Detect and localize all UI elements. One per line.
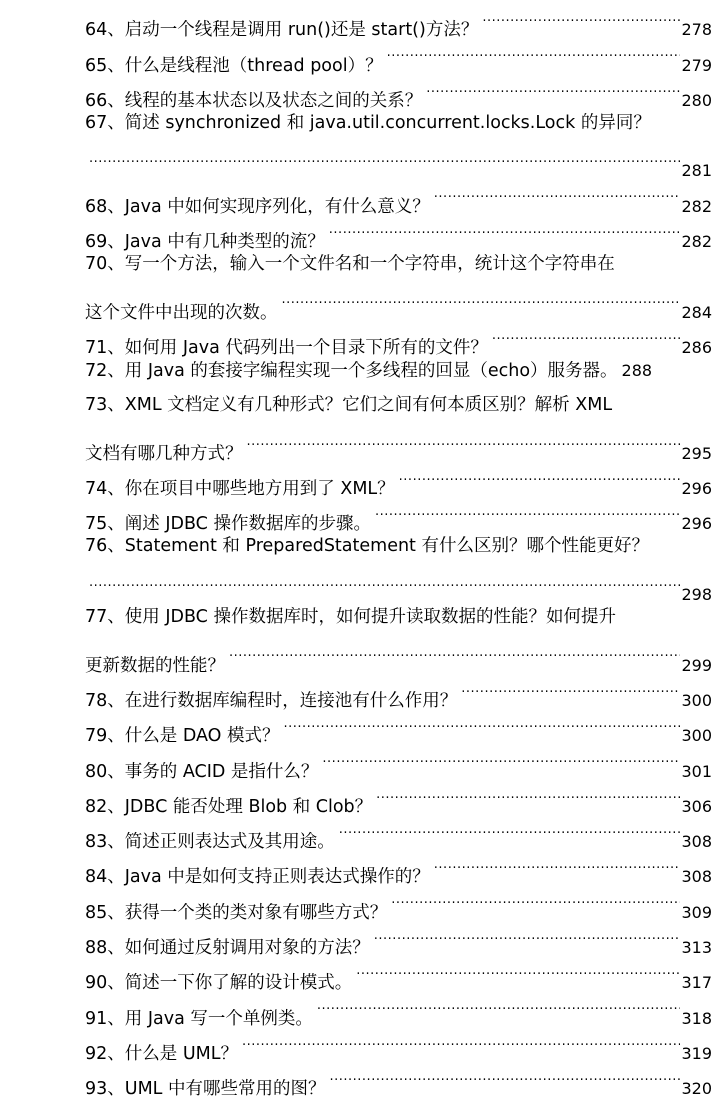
toc-entry-page: 282 [681,196,712,216]
toc-entry-title: 65、什么是线程池（thread pool）？ [85,55,383,76]
dot-leader [280,706,681,741]
dot-leader [326,1059,681,1094]
toc-entry[interactable] [85,353,712,388]
toc-entry-page: 295 [681,443,712,463]
toc-entry-title: 64、启动一个线程是调用 run()还是 start()方法？ [85,20,479,41]
toc-entry-page: 301 [681,761,712,781]
dot-leader [430,176,680,211]
dot-leader [225,635,680,670]
toc-entry[interactable] [85,600,712,676]
toc-entry-title-line2: 文档有哪几种方式？ [85,443,243,464]
dot-leader [478,0,680,35]
toc-entry-page: 284 [681,302,712,322]
toc-entry[interactable] [85,247,712,323]
toc-entry-title: 82、JDBC 能否处理 Blob 和 Clob？ [85,796,373,817]
dot-leader [238,1024,680,1059]
toc-entry-page: 308 [681,867,712,887]
dot-leader [387,882,680,917]
dot-leader [370,918,680,953]
toc-entry-page: 296 [681,514,712,534]
toc-entry-title: 68、Java 中如何实现序列化，有什么意义？ [85,196,430,217]
toc-entry-title: 91、用 Java 写一个单例类。 [85,1008,313,1029]
toc-entry-title: 93、UML 中有哪些常用的图？ [85,1079,326,1100]
dot-leader [457,671,680,706]
toc-entry-page: 318 [681,1008,712,1028]
dot-leader [352,953,680,988]
toc-entry-title: 84、Java 中是如何支持正则表达式操作的？ [85,867,430,888]
toc-entry-page: 317 [681,973,712,993]
toc-entry-title: 92、什么是 UML？ [85,1043,238,1064]
toc-entry-page: 299 [681,655,712,675]
toc-entry-title-line2: 更新数据的性能？ [85,655,225,676]
toc-entry-title: 75、阐述 JDBC 操作数据库的步骤。 [85,514,371,535]
toc-entry-title-line1: 70、写一个方法，输入一个文件名和一个字符串，统计这个字符串在 [85,254,615,275]
dot-leader [243,424,681,459]
toc-entry-page: 296 [681,479,712,499]
toc-entry-title: 69、Java 中有几种类型的流？ [85,232,325,253]
dot-leader [395,459,680,494]
dot-leader [318,741,680,776]
toc-entry-title: 71、如何用 Java 代码列出一个目录下所有的文件？ [85,337,488,358]
toc-entry[interactable] [85,106,712,181]
dot-leader [422,71,680,106]
toc-entry-page: 319 [681,1043,712,1063]
toc-entry-page: 308 [681,832,712,852]
toc-entry-page: 280 [681,90,712,110]
toc-entry-page: 298 [681,585,712,605]
toc-entry-title-line1: 77、使用 JDBC 操作数据库时，如何提升读取数据的性能？如何提升 [85,607,616,628]
dot-leader [488,318,680,353]
dot-leader [383,35,680,70]
toc-entry-title: 80、事务的 ACID 是指什么？ [85,761,319,782]
dot-leader [85,565,680,600]
dot-leader [335,812,680,847]
toc-entry-page: 281 [681,161,712,181]
toc-entry-page: 282 [681,232,712,252]
toc-entry-page: 320 [681,1079,712,1099]
toc-entry-page: 306 [681,796,712,816]
toc-entry-title: 72、用 Java 的套接字编程实现一个多线程的回显（echo）服务器。 [85,360,618,381]
toc-entry[interactable] [85,176,712,217]
toc-entry-title: 83、简述正则表达式及其用途。 [85,832,335,853]
toc-entry-title-line1: 76、Statement 和 PreparedStatement 有什么区别？哪个性能更好？ [85,536,649,557]
toc-entry-page: 279 [681,55,712,75]
toc-entry-title-line1: 73、XML 文档定义有几种形式？它们之间有何本质区别？解析 XML [85,395,613,416]
toc-entry-title: 85、获得一个类的类对象有哪些方式？ [85,902,388,923]
toc-entry-page: 300 [681,690,712,710]
dot-leader [372,777,680,812]
toc-entry[interactable] [85,388,712,464]
dot-leader [325,212,680,247]
toc-entry-title: 66、线程的基本状态以及状态之间的关系？ [85,90,423,111]
dot-leader [85,141,680,176]
toc-entry-title: 74、你在项目中哪些地方用到了 XML？ [85,479,395,500]
toc-entry-title: 79、什么是 DAO 模式？ [85,726,280,747]
toc-entry-title-line1: 67、简述 synchronized 和 java.util.concurrent.locks.Lock 的异同？ [85,112,651,133]
toc-entry-title: 78、在进行数据库编程时，连接池有什么作用？ [85,690,458,711]
toc-entry-page: 288 [621,360,653,380]
toc-entry-title: 90、简述一下你了解的设计模式。 [85,973,353,994]
toc-entry[interactable] [85,529,712,605]
toc-entry[interactable] [85,0,712,41]
toc-entry-page: 286 [681,337,712,357]
toc-entry-title: 88、如何通过反射调用对象的方法？ [85,938,370,959]
dot-leader [430,847,680,882]
dot-leader [278,282,681,317]
toc-entry-page: 300 [681,726,712,746]
toc-entry-page: 278 [681,20,712,40]
table-of-contents [85,0,712,1100]
toc-entry-title-overflow [85,353,712,388]
toc-entry-page: 313 [681,938,712,958]
toc-entry-page: 309 [681,902,712,922]
dot-leader [313,988,680,1023]
dot-leader [371,494,680,529]
toc-entry-title-line2: 这个文件中出现的次数。 [85,302,278,323]
